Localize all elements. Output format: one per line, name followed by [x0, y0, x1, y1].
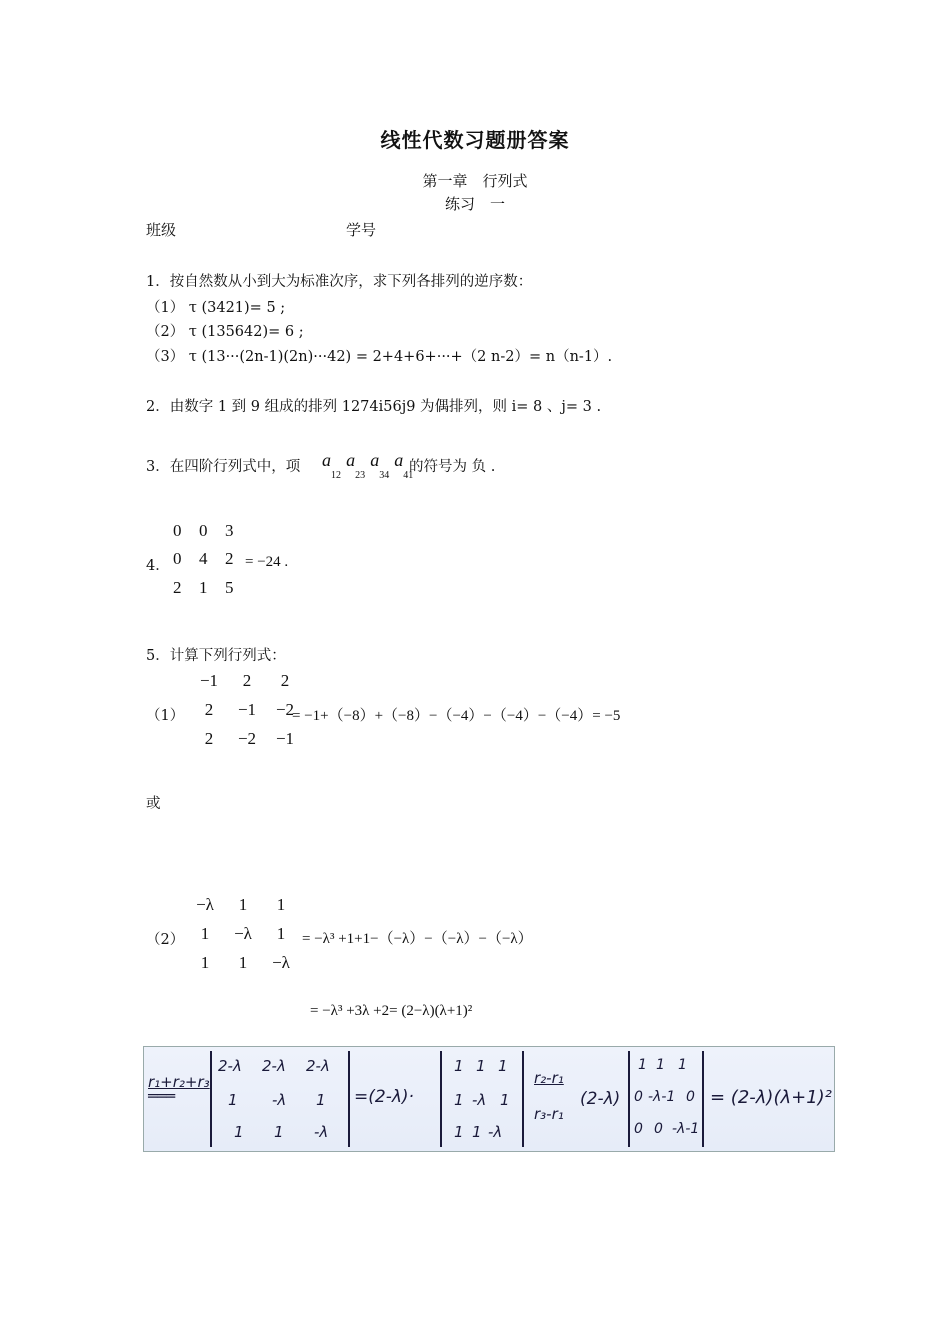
det-bar [702, 1051, 704, 1147]
q3-suffix: 的符号为 负 . [409, 459, 496, 475]
q4-det-row: 2 1 5 [173, 578, 234, 597]
hand-m2-row: 1 -λ 1 [454, 1091, 510, 1109]
q5-det1-row: 2 −1 −2 [204, 700, 295, 719]
q5-part2-label: （2） [146, 932, 185, 948]
q4-label: 4． [146, 558, 170, 574]
q3-prefix: 3．在四阶行列式中，项 [146, 459, 301, 475]
det-bar [440, 1051, 442, 1147]
or-text: 或 [146, 796, 161, 812]
q2-text: 2．由数字 1 到 9 组成的排列 1274i56j9 为偶排列，则 i= 8 、j= 3 . [146, 399, 602, 415]
row-op2-label: r₃-r₁ [534, 1105, 564, 1123]
q4-det-row: 0 4 2 [173, 549, 234, 568]
hand-m3-row: 0 0 -λ-1 [634, 1121, 700, 1137]
q1-part2: （2） τ (135642)= 6 ; [146, 324, 304, 340]
term-sub: 12 [331, 470, 341, 481]
q5-part2-result: = −λ³ +1+1−（−λ）−（−λ）−（−λ） [302, 931, 533, 947]
chapter-heading: 第一章 行列式 [422, 172, 528, 190]
q5-part1-result: = −1+（−8）+（−8）−（−4）−（−4）−（−4）= −5 [292, 708, 621, 724]
q5-part2-result-line2: = −λ³ +3λ +2= (2−λ)(λ+1)² [310, 1003, 473, 1019]
q1-part3: （3） τ (13···(2n-1)(2n)···42) = 2+4+6+···+（2 n-2）= n（n-1）. [146, 349, 613, 365]
det-bar [348, 1051, 350, 1147]
hand-m2-row: 1 1 1 [454, 1057, 508, 1075]
row-op-underline: ═══ [148, 1087, 176, 1105]
term-a: a [346, 450, 356, 470]
term-a: a [322, 450, 331, 470]
q4-det-row: 0 0 3 [173, 521, 234, 540]
q3-term [322, 450, 414, 481]
q5-part1-label: （1） [146, 708, 185, 724]
q5-text: 5．计算下列行列式： [146, 648, 286, 664]
hand-eq1: =(2-λ)· [354, 1087, 414, 1107]
hand-m1-row: 1 -λ 1 [228, 1091, 326, 1109]
handwritten-solution [143, 1046, 835, 1152]
hand-m2-row: 1 1 -λ [454, 1123, 503, 1141]
row-op-label: r₁+r₂+r₃ [148, 1073, 210, 1091]
page-title: 线性代数习题册答案 [380, 128, 570, 152]
hand-coef: (2-λ) [580, 1089, 621, 1109]
class-label: 班级 [146, 221, 177, 239]
hand-m3-row: 1 1 1 [638, 1057, 687, 1073]
q5-det2-row: −λ 1 1 [196, 895, 286, 914]
det-bar [628, 1051, 630, 1147]
exercise-heading: 练习 一 [444, 195, 505, 213]
q5-det1-row: 2 −2 −1 [204, 729, 295, 748]
q1-text: 1．按自然数从小到大为标准次序，求下列各排列的逆序数： [146, 274, 533, 290]
term-sub: 23 [355, 470, 366, 481]
det-bar [210, 1051, 212, 1147]
hand-m1-row: 2-λ 2-λ 2-λ [218, 1057, 330, 1075]
term-sub: 41 [403, 470, 414, 481]
q5-det1-row: −1 2 2 [199, 671, 290, 690]
term-a: a [370, 450, 380, 470]
hand-final: = (2-λ)(λ+1)² [710, 1087, 832, 1108]
student-id-label: 学号 [346, 221, 377, 239]
q4-result: = −24 . [245, 554, 289, 570]
det-bar [522, 1051, 524, 1147]
hand-m1-row: 1 1 -λ [234, 1123, 329, 1141]
term-sub: 34 [379, 470, 390, 481]
q1-part1: （1） τ (3421)= 5 ; [146, 300, 286, 316]
term-a: a [394, 450, 404, 470]
q5-det2-row: 1 1 −λ [200, 953, 290, 972]
q5-det2-row: 1 −λ 1 [200, 924, 286, 943]
row-op2-label: r₂-r₁ [534, 1069, 564, 1087]
hand-m3-row: 0 -λ-1 0 [634, 1089, 695, 1105]
